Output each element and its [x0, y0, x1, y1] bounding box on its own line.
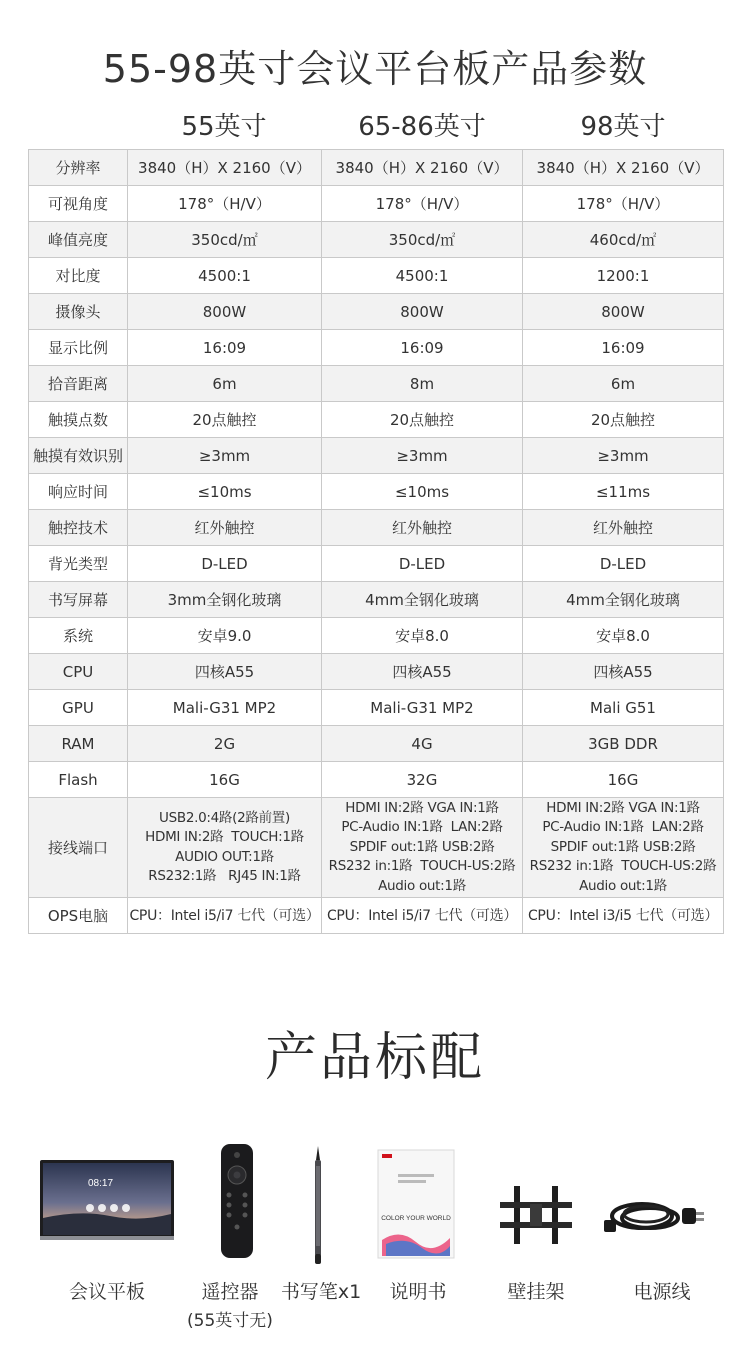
spec-value: 四核A55 — [128, 654, 322, 690]
spec-value: Mali-G31 MP2 — [128, 690, 322, 726]
spec-value: 16:09 — [322, 330, 523, 366]
spec-value: 红外触控 — [322, 510, 523, 546]
row-label: OPS电脑 — [29, 898, 128, 934]
item-label-cable: 电源线 — [633, 1281, 691, 1303]
spec-value: 350cd/㎡ — [322, 222, 523, 258]
spec-value: 16:09 — [128, 330, 322, 366]
port-line: SPDIF out:1路 USB:2路 — [349, 838, 495, 855]
item-label-bracket: 壁挂架 — [507, 1281, 565, 1303]
spec-value: 800W — [128, 294, 322, 330]
item-label-remote: 遥控器 — [201, 1281, 259, 1303]
port-line: RS232 in:1路 TOUCH-US:2路 — [529, 858, 717, 875]
column-header-55: 55英寸 — [181, 112, 267, 142]
spec-value: 800W — [523, 294, 724, 330]
page-title: 55-98英寸会议平台板产品参数 — [102, 47, 648, 91]
table-row-ops — [29, 898, 724, 934]
row-label: 摄像头 — [29, 294, 128, 330]
row-label: 背光类型 — [29, 546, 128, 582]
table-row-ports — [29, 798, 724, 898]
row-label: CPU — [29, 654, 128, 690]
port-line: Audio out:1路 — [378, 877, 466, 894]
row-label: 可视角度 — [29, 186, 128, 222]
spec-value-ports — [322, 798, 523, 898]
spec-value: 16:09 — [523, 330, 724, 366]
row-label: 响应时间 — [29, 474, 128, 510]
spec-value-ports — [128, 798, 322, 898]
column-header-98: 98英寸 — [580, 112, 666, 142]
power-cable-image — [602, 1196, 710, 1244]
table-row — [29, 438, 724, 474]
item-label-board: 会议平板 — [68, 1281, 145, 1303]
spec-value: CPU：Intel i5/i7 七代（可选） — [322, 898, 523, 934]
spec-value: 16G — [128, 762, 322, 798]
spec-value: 178°（H/V） — [523, 186, 724, 222]
row-label: 书写屏幕 — [29, 582, 128, 618]
port-line: HDMI IN:2路 VGA IN:1路 — [345, 799, 499, 816]
stylus-pen-image — [310, 1146, 326, 1268]
table-row — [29, 330, 724, 366]
row-label: 系统 — [29, 618, 128, 654]
spec-value: 3840（H）X 2160（V） — [128, 150, 322, 186]
spec-value: CPU：Intel i3/i5 七代（可选） — [523, 898, 724, 934]
row-label: RAM — [29, 726, 128, 762]
spec-value: 安卓8.0 — [322, 618, 523, 654]
spec-value: Mali G51 — [523, 690, 724, 726]
spec-value: 四核A55 — [322, 654, 523, 690]
spec-value: ≥3mm — [128, 438, 322, 474]
table-row — [29, 726, 724, 762]
spec-value: Mali-G31 MP2 — [322, 690, 523, 726]
spec-value: 4mm全钢化玻璃 — [523, 582, 724, 618]
spec-table — [28, 149, 724, 934]
row-label: 触摸点数 — [29, 402, 128, 438]
spec-value: D-LED — [128, 546, 322, 582]
spec-value: 8m — [322, 366, 523, 402]
row-label: 显示比例 — [29, 330, 128, 366]
port-line: Audio out:1路 — [579, 877, 667, 894]
spec-value: 3GB DDR — [523, 726, 724, 762]
spec-value: ≤10ms — [322, 474, 523, 510]
spec-value: 6m — [523, 366, 724, 402]
table-row — [29, 474, 724, 510]
conference-board-image — [40, 1160, 174, 1246]
port-line: AUDIO OUT:1路 — [175, 848, 274, 865]
table-row — [29, 222, 724, 258]
spec-value: 4500:1 — [128, 258, 322, 294]
spec-value: 3840（H）X 2160（V） — [322, 150, 523, 186]
spec-value: ≥3mm — [523, 438, 724, 474]
spec-value: 安卓9.0 — [128, 618, 322, 654]
manual-cover-text: COLOR YOUR WORLD — [381, 1215, 451, 1222]
port-line: SPDIF out:1路 USB:2路 — [550, 838, 696, 855]
spec-value: 红外触控 — [523, 510, 724, 546]
spec-value: 20点触控 — [322, 402, 523, 438]
remote-control-image — [220, 1143, 254, 1263]
spec-value: 4G — [322, 726, 523, 762]
table-row — [29, 654, 724, 690]
port-line: HDMI IN:2路 VGA IN:1路 — [546, 799, 700, 816]
port-line: USB2.0:4路(2路前置) — [159, 809, 290, 826]
row-label: 拾音距离 — [29, 366, 128, 402]
row-label: 触控技术 — [29, 510, 128, 546]
row-label: 对比度 — [29, 258, 128, 294]
spec-value: 安卓8.0 — [523, 618, 724, 654]
port-line: RS232 in:1路 TOUCH-US:2路 — [328, 858, 516, 875]
table-row — [29, 510, 724, 546]
spec-value: 178°（H/V） — [322, 186, 523, 222]
screen-clock: 08:17 — [88, 1178, 114, 1189]
table-row — [29, 186, 724, 222]
table-row — [29, 402, 724, 438]
row-label: 峰值亮度 — [29, 222, 128, 258]
table-row — [29, 294, 724, 330]
spec-value: 178°（H/V） — [128, 186, 322, 222]
manual-image — [376, 1148, 456, 1264]
column-header-65-86: 65-86英寸 — [358, 112, 486, 142]
spec-value: 32G — [322, 762, 523, 798]
spec-value: 6m — [128, 366, 322, 402]
spec-value: 4500:1 — [322, 258, 523, 294]
spec-value: D-LED — [523, 546, 724, 582]
table-row — [29, 690, 724, 726]
spec-value: 20点触控 — [128, 402, 322, 438]
table-row — [29, 582, 724, 618]
spec-value: 3mm全钢化玻璃 — [128, 582, 322, 618]
spec-value: 16G — [523, 762, 724, 798]
spec-value: ≥3mm — [322, 438, 523, 474]
spec-value: CPU：Intel i5/i7 七代（可选） — [128, 898, 322, 934]
spec-value: 20点触控 — [523, 402, 724, 438]
row-label: GPU — [29, 690, 128, 726]
spec-value: 四核A55 — [523, 654, 724, 690]
spec-value: 460cd/㎡ — [523, 222, 724, 258]
table-row — [29, 150, 724, 186]
spec-value: 350cd/㎡ — [128, 222, 322, 258]
row-label: Flash — [29, 762, 128, 798]
spec-value: 800W — [322, 294, 523, 330]
item-note-remote: (55英寸无) — [187, 1311, 273, 1331]
port-line: RS232:1路 RJ45 IN:1路 — [148, 868, 301, 884]
spec-value: ≤10ms — [128, 474, 322, 510]
row-label: 触摸有效识别 — [29, 438, 128, 474]
port-line: PC-Audio IN:1路 LAN:2路 — [542, 819, 704, 836]
row-label: 接线端口 — [29, 798, 128, 898]
port-line: HDMI IN:2路 TOUCH:1路 — [145, 829, 304, 845]
spec-value: 3840（H）X 2160（V） — [523, 150, 724, 186]
table-row — [29, 258, 724, 294]
spec-value-ports — [523, 798, 724, 898]
spec-value: 4mm全钢化玻璃 — [322, 582, 523, 618]
wall-bracket-image — [500, 1186, 572, 1248]
port-line: PC-Audio IN:1路 LAN:2路 — [341, 819, 503, 836]
table-row — [29, 762, 724, 798]
spec-value: D-LED — [322, 546, 523, 582]
row-label: 分辨率 — [29, 150, 128, 186]
item-label-manual: 说明书 — [389, 1281, 447, 1303]
item-label-pen: 书写笔x1 — [280, 1281, 362, 1303]
spec-value: 1200:1 — [523, 258, 724, 294]
table-row — [29, 618, 724, 654]
table-row — [29, 366, 724, 402]
table-row — [29, 546, 724, 582]
spec-value: 红外触控 — [128, 510, 322, 546]
section-title-standard-items: 产品标配 — [264, 1028, 485, 1088]
spec-value: 2G — [128, 726, 322, 762]
spec-value: ≤11ms — [523, 474, 724, 510]
